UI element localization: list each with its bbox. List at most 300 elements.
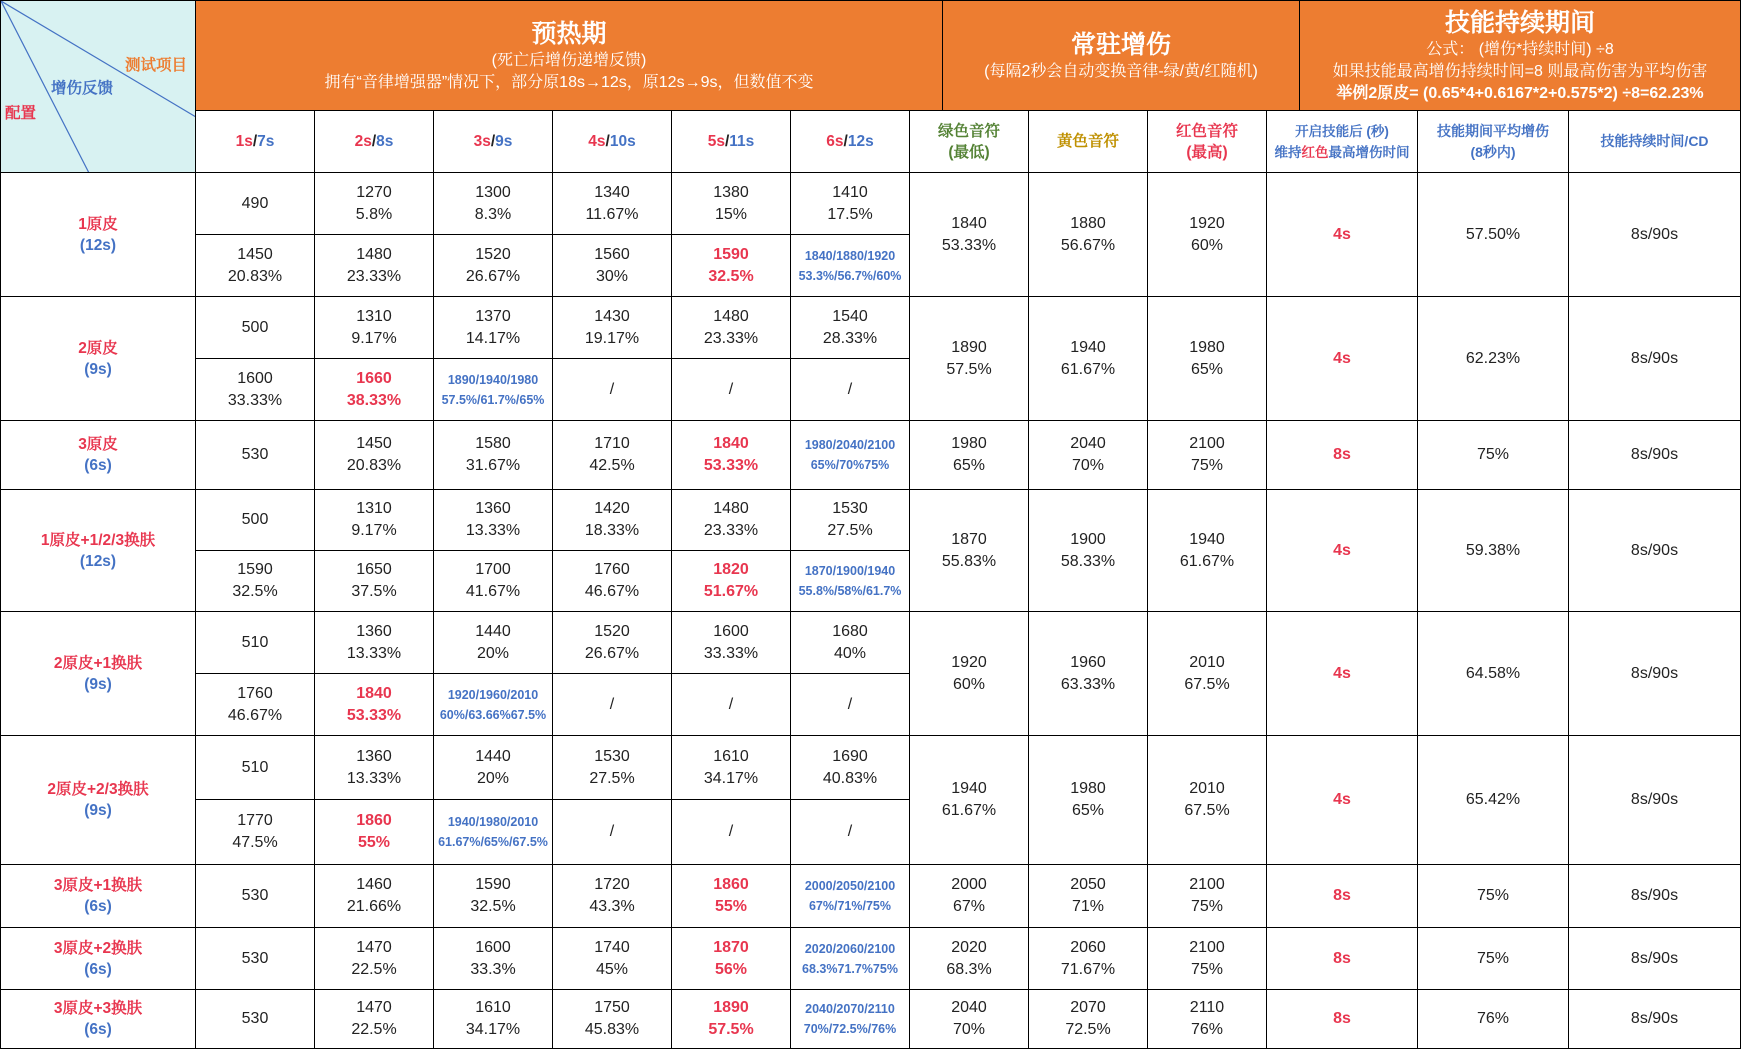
subheader-time-pair xyxy=(588,131,635,152)
resident-subtitle: (每隔2秒会自动变换音律-绿/黄/红随机) xyxy=(984,62,1258,80)
subheader-preheat-5 xyxy=(672,111,791,173)
preheat-damage: 1600 xyxy=(475,938,511,956)
preheat-value-cell xyxy=(553,928,672,990)
preheat-value-cell xyxy=(434,490,553,551)
preheat-value-cell xyxy=(196,674,315,736)
yellow-note-damage: 2070 xyxy=(1070,999,1106,1016)
preheat-percent: 17.5% xyxy=(827,205,873,223)
preheat-value-cell xyxy=(791,928,910,990)
preheat-value-cell xyxy=(434,551,553,612)
preheat-value-cell xyxy=(315,297,434,359)
preheat-value-cell xyxy=(196,865,315,928)
red-note-damage: 2100 xyxy=(1189,435,1225,452)
preheat-title: 预热期 xyxy=(531,19,607,48)
preheat-percent: 8.3% xyxy=(474,205,512,223)
yellow-note-percent: 58.33% xyxy=(1060,552,1116,570)
config-cell xyxy=(0,928,196,990)
preheat-damage: 530 xyxy=(241,1010,269,1027)
config-duration: (9s) xyxy=(84,675,112,693)
subheader-time-b: 11s xyxy=(729,133,755,150)
preheat-damage: 1840/1880/1920 xyxy=(804,248,896,263)
preheat-percent: 20.83% xyxy=(227,267,283,285)
preheat-value-cell xyxy=(553,359,672,421)
avg-boost-value: 75% xyxy=(1476,887,1510,904)
red-note-percent: 61.67% xyxy=(1179,552,1235,570)
preheat-percent: 46.67% xyxy=(227,706,283,724)
red-note-cell xyxy=(1148,865,1267,928)
preheat-damage: 500 xyxy=(241,318,269,336)
preheat-damage: 1760 xyxy=(594,561,630,578)
preheat-damage: 1540 xyxy=(832,307,868,325)
preheat-damage: 1720 xyxy=(594,876,630,893)
preheat-value-cell xyxy=(553,297,672,359)
preheat-percent: 26.67% xyxy=(584,644,640,662)
subheader-time-pair xyxy=(826,131,873,152)
avg-boost-cell xyxy=(1418,421,1569,490)
subheader-slash: / xyxy=(605,133,610,150)
subheader-time-pair xyxy=(474,131,513,152)
preheat-damage: 1530 xyxy=(594,747,630,765)
yellow-note-cell xyxy=(1029,928,1148,990)
config-cell xyxy=(0,297,196,421)
preheat-damage: 1610 xyxy=(475,999,511,1016)
preheat-value-cell xyxy=(434,865,553,928)
duration-cd-cell xyxy=(1569,865,1741,928)
green-note-percent: 68.3% xyxy=(946,960,992,978)
preheat-percent: 41.67% xyxy=(465,583,521,600)
preheat-damage: / xyxy=(728,823,734,840)
preheat-percent: 33.33% xyxy=(227,391,283,409)
preheat-damage: 1840 xyxy=(713,435,749,452)
preheat-damage: 1760 xyxy=(237,684,273,702)
duration-cd-cell xyxy=(1569,297,1741,421)
preheat-value-cell xyxy=(196,421,315,490)
preheat-damage: 1770 xyxy=(237,812,273,829)
preheat-percent: 33.3% xyxy=(470,960,516,978)
skill-example: 举例2原皮= (0.65*4+0.6167*2+0.575*2) ÷8=62.23% xyxy=(1336,84,1704,102)
preheat-value-cell xyxy=(672,551,791,612)
preheat-percent: 34.17% xyxy=(465,1021,521,1038)
config-name: 2原皮 xyxy=(78,339,118,357)
preheat-value-cell xyxy=(434,421,553,490)
open-skill-cell xyxy=(1267,490,1418,612)
avg-boost-cell xyxy=(1418,490,1569,612)
preheat-percent: 26.67% xyxy=(465,267,521,285)
yellow-note-percent: 70% xyxy=(1071,457,1105,474)
corner-config-label: 配置 xyxy=(5,105,37,122)
preheat-value-cell xyxy=(553,736,672,800)
yellow-note-cell xyxy=(1029,173,1148,297)
preheat-value-cell xyxy=(672,297,791,359)
preheat-damage: / xyxy=(728,695,734,713)
subheader-green-note xyxy=(910,111,1029,173)
config-duration: (9s) xyxy=(84,360,112,378)
green-note-damage: 1840 xyxy=(951,214,987,232)
green-note-percent: 67% xyxy=(952,898,986,915)
preheat-damage: 1520 xyxy=(475,245,511,263)
preheat-damage: / xyxy=(728,380,734,398)
preheat-percent: 55% xyxy=(714,898,748,915)
config-duration: (6s) xyxy=(84,457,112,474)
green-note-percent: 65% xyxy=(952,457,986,474)
preheat-percent: 20% xyxy=(476,644,510,662)
green-note-cell xyxy=(910,297,1029,421)
yellow-note-damage: 1980 xyxy=(1070,780,1106,797)
preheat-damage: 1660 xyxy=(356,369,392,387)
subheader-preheat-4 xyxy=(553,111,672,173)
preheat-value-cell xyxy=(791,421,910,490)
preheat-damage: 1840 xyxy=(356,684,392,702)
red-note-cell xyxy=(1148,990,1267,1049)
red-note-damage: 1980 xyxy=(1189,338,1225,356)
preheat-value-cell xyxy=(672,421,791,490)
preheat-value-cell xyxy=(315,490,434,551)
red-note-percent: 67.5% xyxy=(1184,675,1230,693)
subheader-preheat-6 xyxy=(791,111,910,173)
preheat-percent: 53.3%/56.7%/60% xyxy=(798,268,902,283)
preheat-value-cell xyxy=(434,800,553,865)
subheader-slash: / xyxy=(724,133,730,150)
green-note-damage: 1980 xyxy=(951,435,987,452)
preheat-damage: 1680 xyxy=(832,622,868,640)
config-cell xyxy=(0,990,196,1049)
duration-cd-value: 8s/90s xyxy=(1630,949,1679,967)
config-name: 1原皮 xyxy=(78,215,118,233)
preheat-value-cell xyxy=(672,612,791,674)
preheat-damage: 1890 xyxy=(713,999,749,1016)
preheat-value-cell xyxy=(434,990,553,1049)
preheat-percent: 43.3% xyxy=(589,898,635,915)
preheat-percent: 13.33% xyxy=(346,644,402,662)
red-note-cell xyxy=(1148,297,1267,421)
avg-boost-value: 62.23% xyxy=(1465,349,1521,367)
yellow-note-cell xyxy=(1029,990,1148,1049)
config-name: 1原皮+1/2/3换肤 xyxy=(40,531,156,549)
avg-boost-value: 65.42% xyxy=(1465,791,1521,808)
red-note-percent: 76% xyxy=(1190,1021,1224,1038)
preheat-percent: 57.5%/61.7%/65% xyxy=(441,392,545,407)
duration-cd-value: 8s/90s xyxy=(1630,446,1679,463)
subheader-slash: / xyxy=(371,133,377,150)
preheat-percent: 47.5% xyxy=(232,834,278,851)
preheat-value-cell xyxy=(434,928,553,990)
preheat-percent: 34.17% xyxy=(703,769,759,787)
subheader-time-b: 8s xyxy=(376,133,394,150)
preheat-damage: 1940/1980/2010 xyxy=(447,815,539,829)
preheat-damage: 1890/1940/1980 xyxy=(447,372,539,387)
preheat-damage: 1470 xyxy=(356,938,392,956)
avg-boost-value: 57.50% xyxy=(1465,225,1521,243)
subheader-yellow-note xyxy=(1029,111,1148,173)
preheat-value-cell xyxy=(791,736,910,800)
config-duration: (12s) xyxy=(79,236,117,254)
green-note-percent: 70% xyxy=(952,1021,986,1038)
preheat-damage: 1360 xyxy=(475,500,511,517)
preheat-damage: 1610 xyxy=(713,747,749,765)
red-note-damage: 2010 xyxy=(1189,653,1225,671)
resident-title: 常驻增伤 xyxy=(1070,30,1171,59)
preheat-percent: 18.33% xyxy=(584,522,640,539)
preheat-damage: 1870 xyxy=(713,938,749,956)
preheat-value-cell xyxy=(196,551,315,612)
red-note-sub: (最高) xyxy=(1186,143,1228,161)
preheat-value-cell xyxy=(672,800,791,865)
green-note-damage: 1890 xyxy=(951,338,987,356)
duration-cd-cell xyxy=(1569,421,1741,490)
open-skill-label: 开启技能后 (秒) xyxy=(1295,123,1389,139)
open-skill-cell xyxy=(1267,421,1418,490)
subheader-time-pair xyxy=(236,131,275,152)
preheat-damage: 490 xyxy=(241,194,269,212)
preheat-value-cell xyxy=(315,865,434,928)
config-duration: (9s) xyxy=(84,802,112,819)
preheat-value-cell xyxy=(196,612,315,674)
preheat-value-cell xyxy=(672,235,791,297)
preheat-value-cell xyxy=(315,421,434,490)
yellow-note-percent: 65% xyxy=(1071,802,1105,819)
red-note-damage: 2010 xyxy=(1189,780,1225,797)
red-note-damage: 2100 xyxy=(1189,938,1225,956)
config-cell xyxy=(0,865,196,928)
preheat-damage: 1380 xyxy=(713,183,749,201)
yellow-note-damage: 2040 xyxy=(1070,435,1106,452)
green-note-damage: 1940 xyxy=(951,780,987,797)
preheat-percent: 45.83% xyxy=(584,1021,640,1038)
open-skill-cell xyxy=(1267,173,1418,297)
avg-boost-cell xyxy=(1418,736,1569,865)
preheat-value-cell xyxy=(315,736,434,800)
corner-test-item-label: 测试项目 xyxy=(125,57,188,74)
red-note-damage: 1940 xyxy=(1189,530,1225,548)
yellow-note-percent: 71% xyxy=(1071,898,1105,915)
preheat-damage: 530 xyxy=(241,446,269,463)
green-note-cell xyxy=(910,612,1029,736)
preheat-value-cell xyxy=(315,928,434,990)
preheat-value-cell xyxy=(553,235,672,297)
duration-cd-value: 8s/90s xyxy=(1630,349,1679,367)
preheat-percent: 30% xyxy=(595,267,629,285)
duration-cd-value: 8s/90s xyxy=(1630,791,1679,808)
preheat-damage: / xyxy=(847,695,853,713)
preheat-damage: 1650 xyxy=(356,561,392,578)
preheat-damage: 1480 xyxy=(356,245,392,263)
duration-cd-cell xyxy=(1569,612,1741,736)
red-note-percent: 67.5% xyxy=(1184,802,1230,819)
subheader-time-a: 1s xyxy=(235,133,253,150)
preheat-damage: 1440 xyxy=(475,747,511,765)
yellow-note-percent: 61.67% xyxy=(1060,360,1116,378)
avg-boost-value: 59.38% xyxy=(1465,541,1521,559)
preheat-value-cell xyxy=(672,359,791,421)
open-skill-time: 4s xyxy=(1333,225,1351,243)
preheat-percent: 53.33% xyxy=(703,457,759,474)
preheat-value-cell xyxy=(553,490,672,551)
yellow-note-cell xyxy=(1029,612,1148,736)
preheat-damage: 1480 xyxy=(713,500,749,517)
preheat-percent: 45% xyxy=(595,960,629,978)
preheat-percent: 61.67%/65%/67.5% xyxy=(438,835,548,849)
open-skill-sub-b: 红色 xyxy=(1301,144,1329,160)
preheat-value-cell xyxy=(196,800,315,865)
green-note-damage: 1870 xyxy=(951,530,987,548)
preheat-value-cell xyxy=(315,800,434,865)
open-skill-cell xyxy=(1267,736,1418,865)
preheat-value-cell xyxy=(196,736,315,800)
subheader-duration-cd xyxy=(1569,111,1741,173)
preheat-damage: 1600 xyxy=(713,622,749,640)
preheat-value-cell xyxy=(315,359,434,421)
preheat-damage: 1870/1900/1940 xyxy=(804,564,896,578)
preheat-damage: / xyxy=(609,823,615,840)
subheader-time-a: 5s xyxy=(707,133,725,150)
green-note-damage: 2000 xyxy=(951,876,987,893)
red-note-percent: 75% xyxy=(1190,457,1224,474)
red-note-label: 红色音符 xyxy=(1175,122,1238,140)
yellow-note-damage: 1960 xyxy=(1070,653,1106,671)
green-note-damage: 2020 xyxy=(951,938,987,956)
preheat-damage: 1300 xyxy=(475,183,511,201)
preheat-damage: 1740 xyxy=(594,938,630,956)
open-skill-time: 4s xyxy=(1333,664,1351,682)
green-note-percent: 61.67% xyxy=(941,802,997,819)
preheat-note: 拥有“音律增强器”情况下，部分原18s→12s，原12s→9s，但数值不变 xyxy=(324,73,814,91)
preheat-damage: 1370 xyxy=(475,307,511,325)
preheat-value-cell xyxy=(672,736,791,800)
yellow-note-cell xyxy=(1029,736,1148,865)
subheader-open-skill xyxy=(1267,111,1418,173)
preheat-damage: 1450 xyxy=(237,245,273,263)
avg-boost-value: 64.58% xyxy=(1465,664,1521,682)
preheat-value-cell xyxy=(672,490,791,551)
open-skill-sub-c: 最高增伤时间 xyxy=(1328,144,1410,160)
duration-cd-cell xyxy=(1569,990,1741,1049)
yellow-note-cell xyxy=(1029,865,1148,928)
skill-note: 如果技能最高增伤持续时间=8 则最高伤害为平均伤害 xyxy=(1332,62,1708,80)
open-skill-time: 8s xyxy=(1333,887,1351,904)
yellow-note-percent: 71.67% xyxy=(1060,960,1116,978)
preheat-value-cell xyxy=(434,736,553,800)
subheader-preheat-1 xyxy=(196,111,315,173)
preheat-damage: / xyxy=(847,380,853,398)
preheat-damage: 1310 xyxy=(356,307,392,325)
preheat-value-cell xyxy=(791,990,910,1049)
red-note-cell xyxy=(1148,421,1267,490)
config-name: 3原皮 xyxy=(78,436,118,453)
open-skill-time: 4s xyxy=(1333,791,1351,808)
config-name: 3原皮+2换肤 xyxy=(53,939,143,957)
preheat-damage: 1600 xyxy=(237,369,273,387)
config-cell xyxy=(0,612,196,736)
preheat-percent: 14.17% xyxy=(465,329,521,347)
subheader-slash: / xyxy=(252,133,258,150)
preheat-percent: 19.17% xyxy=(584,329,640,347)
subheader-time-a: 4s xyxy=(588,133,606,150)
yellow-note-damage: 2050 xyxy=(1070,876,1106,893)
preheat-damage: / xyxy=(609,380,615,398)
preheat-percent: 31.67% xyxy=(465,457,521,474)
subheader-time-b: 9s xyxy=(495,133,513,150)
preheat-value-cell xyxy=(553,674,672,736)
green-note-cell xyxy=(910,173,1029,297)
preheat-percent: 68.3%71.7%75% xyxy=(802,961,898,976)
preheat-value-cell xyxy=(791,359,910,421)
config-cell xyxy=(0,490,196,612)
green-note-cell xyxy=(910,990,1029,1049)
preheat-damage: 1340 xyxy=(594,183,630,201)
red-note-cell xyxy=(1148,928,1267,990)
preheat-damage: 1820 xyxy=(713,561,749,578)
preheat-percent: 40.83% xyxy=(822,769,878,787)
preheat-value-cell xyxy=(791,551,910,612)
preheat-percent: 32.5% xyxy=(232,583,278,600)
preheat-percent: 56% xyxy=(714,960,748,978)
duration-cd-cell xyxy=(1569,173,1741,297)
preheat-value-cell xyxy=(791,490,910,551)
yellow-note-label: 黄色音符 xyxy=(1056,133,1119,150)
open-skill-time: 4s xyxy=(1333,349,1351,367)
preheat-damage: 1530 xyxy=(832,500,868,517)
skill-formula: 公式： (增伤*持续时间) ÷8 xyxy=(1426,40,1614,58)
subheader-time-b: 7s xyxy=(257,133,275,150)
duration-cd-value: 8s/90s xyxy=(1630,664,1679,682)
subheader-time-pair xyxy=(708,131,755,152)
preheat-value-cell xyxy=(196,490,315,551)
preheat-value-cell xyxy=(196,990,315,1049)
preheat-damage: 1310 xyxy=(356,500,392,517)
subheader-time-a: 2s xyxy=(354,133,372,150)
preheat-percent: 53.33% xyxy=(346,706,402,724)
preheat-value-cell xyxy=(672,865,791,928)
open-skill-cell xyxy=(1267,990,1418,1049)
preheat-value-cell xyxy=(315,551,434,612)
preheat-damage: 1860 xyxy=(713,876,749,893)
subheader-slash: / xyxy=(843,133,848,150)
open-skill-cell xyxy=(1267,865,1418,928)
yellow-note-damage: 1880 xyxy=(1070,214,1106,232)
subheader-time-pair xyxy=(355,131,394,152)
preheat-value-cell xyxy=(553,551,672,612)
preheat-value-cell xyxy=(791,674,910,736)
red-note-percent: 65% xyxy=(1190,360,1224,378)
duration-cd-value: 8s/90s xyxy=(1630,887,1679,904)
preheat-value-cell xyxy=(553,865,672,928)
preheat-percent: 11.67% xyxy=(585,205,639,223)
config-name: 2原皮+2/3换肤 xyxy=(47,781,149,798)
preheat-percent: 57.5% xyxy=(708,1021,754,1038)
preheat-value-cell xyxy=(315,990,434,1049)
avg-boost-cell xyxy=(1418,990,1569,1049)
preheat-damage: 1590 xyxy=(475,876,511,893)
preheat-value-cell xyxy=(315,674,434,736)
duration-cd-value: 8s/90s xyxy=(1630,225,1679,243)
subheader-time-a: 3s xyxy=(473,133,491,150)
preheat-damage: 1440 xyxy=(475,622,511,640)
red-note-percent: 75% xyxy=(1190,960,1224,978)
green-note-cell xyxy=(910,928,1029,990)
avg-boost-label: 技能期间平均增伤 xyxy=(1437,122,1549,139)
preheat-damage: 1690 xyxy=(832,747,868,765)
preheat-value-cell xyxy=(553,173,672,235)
subheader-time-b: 10s xyxy=(609,133,636,150)
green-note-damage: 1920 xyxy=(951,653,987,671)
yellow-note-damage: 1900 xyxy=(1070,530,1106,548)
open-skill-time: 8s xyxy=(1333,446,1351,463)
green-note-percent: 60% xyxy=(952,675,986,693)
config-duration: (6s) xyxy=(84,960,112,978)
preheat-percent: 13.33% xyxy=(465,522,521,539)
subheader-preheat-2 xyxy=(315,111,434,173)
open-skill-sub xyxy=(1275,142,1410,163)
